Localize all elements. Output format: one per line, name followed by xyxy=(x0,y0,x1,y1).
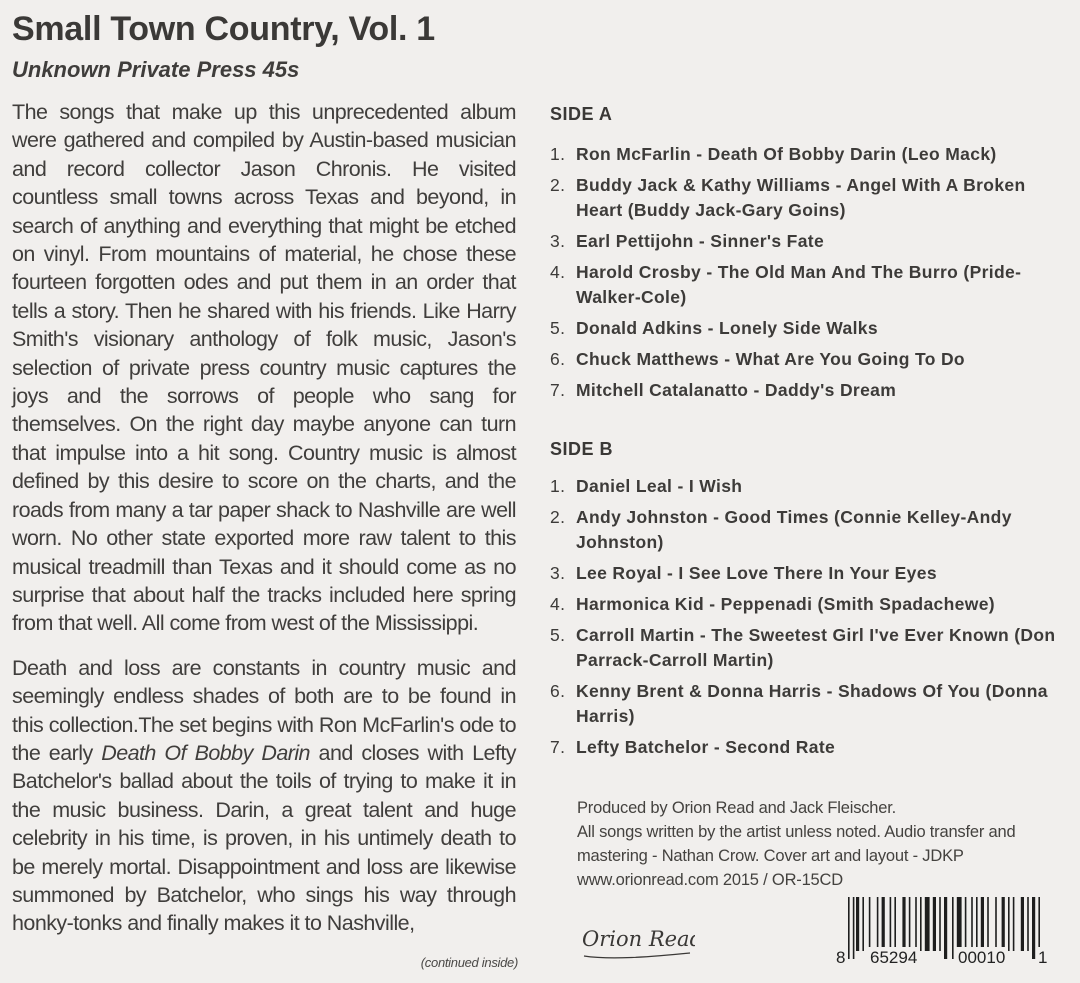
track-number: 5. xyxy=(550,318,566,338)
barcode-bar xyxy=(957,897,962,951)
track-title: Harmonica Kid - Peppenadi (Smith Spadachewe) xyxy=(576,594,995,614)
track-item xyxy=(550,260,1070,310)
track-item xyxy=(550,623,1070,673)
liner-notes-paragraph-2-part-2: and closes with Lefty Batchelor's ballad about the toils of trying to make it in the music business. Darin, a great talent and huge celebrity in his time, is proven, in his untimely death to be merely mortal. Disappointment and loss are likewise summoned by Batchelor, who sings his way through honky-tonks and finally makes it to Nashville, xyxy=(12,740,516,936)
signature-icon xyxy=(580,920,695,965)
track-title: Earl Pettijohn - Sinner's Fate xyxy=(576,231,825,251)
barcode-bar xyxy=(856,897,859,951)
barcode-bar xyxy=(939,897,941,951)
barcode-digits xyxy=(828,947,1050,973)
album-title: Small Town Country, Vol. 1 xyxy=(12,10,435,48)
album-subtitle: Unknown Private Press 45s xyxy=(12,57,300,82)
track-number: 6. xyxy=(550,681,566,701)
track-item xyxy=(550,561,1070,586)
barcode-bar xyxy=(1008,897,1010,951)
barcode-bar xyxy=(1013,897,1015,951)
track-title: Donald Adkins - Lonely Side Walks xyxy=(576,318,878,338)
credits-line: All songs written by the artist unless noted. Audio transfer and xyxy=(577,823,1016,841)
barcode-bar xyxy=(933,897,936,951)
barcode-bar xyxy=(920,897,922,951)
track-item xyxy=(550,378,1070,403)
barcode-bar xyxy=(862,897,864,951)
svg-text:Orion Read: Orion Read xyxy=(582,927,695,951)
track-item xyxy=(550,679,1070,729)
track-number: 4. xyxy=(550,594,566,614)
liner-notes-paragraph-1: The songs that make up this unprecedented album were gathered and compiled by Austin-based musician and record collector Jason Chronis. He visited countless small towns across Texas and beyond, in search of anything and everything that might be etched on vinyl. From mountains of material, he chose these fourteen forgotten odes and put them in an order that tells a story. Then he shared with his friends. Like Harry Smith's visionary anthology of folk music, Jason's selection of private press country music captures the joys and the sorrows of people who sang for themselves. On the right day maybe anyone can turn that impulse into a hit song. Country music is almost defined by this desire to score on the charts, and the roads from many a tar paper shack to Nashville are well worn. No other state exported more raw talent to this musical treadmill than Texas and it should come as no surprise that about half the tracks included here spring from that well. All come from west of the Mississippi. xyxy=(12,100,516,636)
side-b-tracks xyxy=(550,474,1070,760)
song-title-italic: Death Of Bobby Darin xyxy=(101,740,310,765)
track-item xyxy=(550,316,1070,341)
barcode-bar xyxy=(1027,897,1029,951)
track-number: 3. xyxy=(550,231,566,251)
barcode-bar xyxy=(1002,897,1005,951)
barcode-left-digits: 65294 xyxy=(870,948,918,967)
continued-note: (continued inside) xyxy=(420,955,518,970)
track-title: Chuck Matthews - What Are You Going To Do xyxy=(576,349,965,369)
barcode-lead-digit: 8 xyxy=(836,948,846,967)
liner-notes-paragraph-2 xyxy=(12,654,516,938)
track-title: Mitchell Catalanatto - Daddy's Dream xyxy=(576,380,897,400)
track-title: Harold Crosby - The Old Man And The Burro (Pride-Walker-Cole) xyxy=(576,262,1022,307)
liner-notes-paragraph-2-part-1: Death and loss are constants in country music and seemingly endless shades of both are to be found in this collection.The set begins with Ron McFarlin's ode to the early xyxy=(12,655,516,765)
side-a-heading: SIDE A xyxy=(550,104,613,124)
track-item xyxy=(550,474,1070,499)
barcode-bar xyxy=(902,897,905,951)
barcode-bar xyxy=(869,897,871,951)
track-number: 4. xyxy=(550,262,566,282)
track-item xyxy=(550,735,1070,760)
track-title: Buddy Jack & Kathy Williams - Angel With A Broken Heart (Buddy Jack-Gary Goins) xyxy=(576,175,1026,220)
tracklist xyxy=(550,100,1070,760)
track-number: 7. xyxy=(550,380,566,400)
track-number: 2. xyxy=(550,175,566,195)
side-a-tracks xyxy=(550,142,1070,403)
track-number: 6. xyxy=(550,349,566,369)
track-number: 5. xyxy=(550,625,566,645)
upc-barcode xyxy=(828,895,1050,975)
barcode-bar xyxy=(882,897,885,951)
track-title: Ron McFarlin - Death Of Bobby Darin (Leo Mack) xyxy=(576,144,997,164)
credits-line: mastering - Nathan Crow. Cover art and layout - JDKP xyxy=(577,847,964,865)
track-title: Lee Royal - I See Love There In Your Eyes xyxy=(576,563,937,583)
track-item xyxy=(550,142,1070,167)
barcode-bar xyxy=(909,897,911,951)
track-title: Carroll Martin - The Sweetest Girl I've Ever Known (Don Parrack-Carroll Martin) xyxy=(576,625,1056,670)
track-item xyxy=(550,592,1070,617)
liner-notes xyxy=(12,98,516,938)
track-number: 2. xyxy=(550,507,566,527)
credits-line: Produced by Orion Read and Jack Fleischer. xyxy=(577,799,897,817)
credits-line: www.orionread.com 2015 / OR-15CD xyxy=(577,871,843,889)
track-item xyxy=(550,229,1070,254)
barcode-bar xyxy=(925,897,930,951)
barcode-bar xyxy=(976,897,978,951)
production-credits xyxy=(577,796,1057,892)
barcode-bar xyxy=(981,897,984,951)
barcode-bar xyxy=(877,897,879,951)
barcode-bar xyxy=(987,897,989,951)
track-title: Andy Johnston - Good Times (Connie Kelley-Andy Johnston) xyxy=(576,507,1012,552)
barcode-bar xyxy=(1021,897,1024,951)
barcode-bar xyxy=(894,897,896,951)
track-number: 1. xyxy=(550,476,566,496)
track-title: Lefty Batchelor - Second Rate xyxy=(576,737,836,757)
orion-read-signature-logo xyxy=(580,920,695,965)
track-title: Daniel Leal - I Wish xyxy=(576,476,743,496)
track-number: 1. xyxy=(550,144,566,164)
track-number: 7. xyxy=(550,737,566,757)
barcode-right-digits: 00010 xyxy=(958,948,1006,967)
barcode-bar xyxy=(995,897,997,951)
side-b-heading: SIDE B xyxy=(550,439,614,459)
barcode-bar xyxy=(915,897,917,951)
track-item xyxy=(550,347,1070,372)
barcode-bar xyxy=(965,897,967,951)
barcode-bar xyxy=(971,897,973,951)
track-item xyxy=(550,505,1070,555)
barcode-bar xyxy=(890,897,892,951)
track-item xyxy=(550,173,1070,223)
barcode-check-digit: 1 xyxy=(1038,948,1048,967)
track-title: Kenny Brent & Donna Harris - Shadows Of You (Donna Harris) xyxy=(576,681,1048,726)
track-number: 3. xyxy=(550,563,566,583)
